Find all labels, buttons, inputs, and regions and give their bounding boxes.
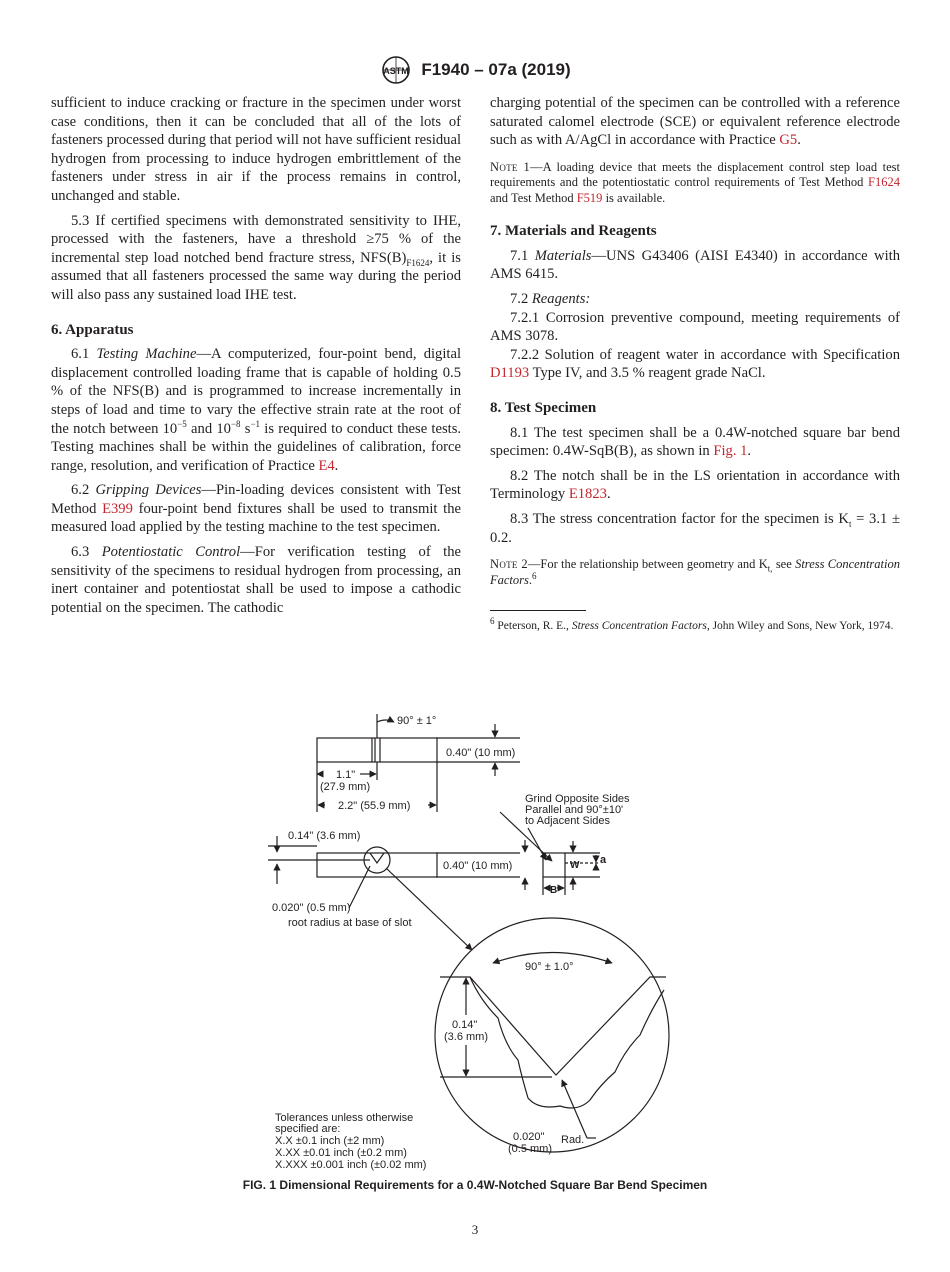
dim-1-1-label: 1.1" — [336, 769, 356, 781]
paragraph-8-3: 8.3 The stress concentration factor for the specimen is $K_t = 3.1 \pm 0.2$. — [490, 511, 900, 546]
tolerance-line-3: X.X ±0.1 inch (±2 mm) — [275, 1135, 385, 1147]
note-2: Note 2—For the relationship between geometry and $K_{t,}$ see Stress Concentration Factors.$^6$ — [490, 557, 900, 587]
root-radius-dim-label: 0.020" (0.5 mm) — [272, 902, 351, 914]
notch-depth-label: 0.14" (3.6 mm) — [288, 830, 361, 842]
page-header — [0, 55, 950, 85]
grind-note-line-1: Grind Opposite Sides — [525, 793, 630, 805]
angle-top-label: 90° ± 1° — [397, 715, 437, 727]
paragraph-8-2: 8.2 The notch shall be in the LS orientation in accordance with Terminology E1823. — [490, 467, 900, 503]
tolerance-line-4: X.XX ±0.01 inch (±0.2 mm) — [275, 1147, 407, 1159]
section-heading-test-specimen: 8. Test Specimen — [490, 400, 597, 417]
paragraph-7-2-1: 7.2.1 Corrosion preventive compound, meeting requirements of AMS 3078. — [490, 309, 900, 345]
link-g5[interactable]: G5 — [779, 132, 798, 149]
tolerance-line-5: X.XXX ±0.001 inch (±0.02 mm) — [275, 1159, 427, 1171]
rad-detail-mm: (0.5 mm) — [508, 1143, 552, 1155]
paragraph-6-3: 6.3 Potentiostatic Control—For verification testing of the sensitivity of the specimens to residual hydrogen from processing, an inert container and potentiostat shall be used to impose a cathodic potential on the specimen. The cathodic — [51, 544, 462, 616]
depth-detail-in: 0.14" — [452, 1019, 478, 1031]
height-mid-label: 0.40" (10 mm) — [443, 860, 513, 872]
paragraph-6-1: 6.1 Testing Machine—A computerized, four-point bend, digital displacement controlled loading frame that is capable of holding 0.5 % of the NFS(B) and is programmed to increase incrementally in steps of load and time to vary the effective strain rate at the root of the notch between $10^{-5}$ and $10^{-8}$ $s^{-1}$ is required to conduct these tests. Testing machines shall be within the guidelines of calibration, force range, resolution, and verification of Practice E4. — [51, 346, 462, 474]
paragraph-8-1: 8.1 The test specimen shall be a 0.4W-notched square bar bend specimen: 0.4W-SqB(B), as shown in Fig. 1. — [490, 424, 900, 460]
link-fig-1[interactable]: Fig. 1 — [713, 443, 748, 460]
astm-logo-icon — [379, 55, 413, 85]
astm-logo-text: ASTM — [383, 66, 410, 76]
tolerance-line-1: Tolerances unless otherwise — [275, 1112, 414, 1124]
figure-1-diagram — [260, 700, 680, 1175]
link-e1823[interactable]: E1823 — [568, 486, 607, 503]
tolerance-line-2: specified are: — [275, 1123, 341, 1135]
label-w: W — [570, 860, 580, 871]
section-heading-apparatus: 6. Apparatus — [51, 321, 134, 338]
rad-detail-label: Rad. — [561, 1134, 585, 1146]
paragraph-6-3-continued: charging potential of the specimen can be controlled with a reference saturated calomel electrode (SCE) or equivalent reference electrode such as with A/AgCl in accordance with Practice G5. — [490, 95, 900, 149]
paragraph-7-2: 7.2 Reagents: — [510, 291, 591, 308]
paragraph-6-2: 6.2 Gripping Devices—Pin-loading devices consistent with Test Method E399 four-point bend fixtures shall be used to transmit the measured load applied by the testing machine to the test specimen. — [51, 482, 461, 536]
rad-detail-in: 0.020" — [513, 1131, 545, 1143]
paragraph-7-1: 7.1 Materials—UNS G43406 (AISI E4340) in accordance with AMS 6415. — [490, 247, 901, 283]
dim-2-2-label: 2.2" (55.9 mm) — [338, 800, 411, 812]
link-f519[interactable]: F519 — [576, 190, 603, 205]
link-e399[interactable]: E399 — [102, 500, 133, 517]
depth-detail-mm: (3.6 mm) — [444, 1031, 488, 1043]
note-1: Note 1—A loading device that meets the displacement control step load test requirements and the potentiostatic control requirements of Test Method F1624 and Test Method F519 is available. — [490, 159, 900, 205]
right-column — [490, 94, 900, 640]
root-radius-text: root radius at base of slot — [288, 917, 412, 929]
dim-1-1-mm-label: (27.9 mm) — [320, 781, 371, 793]
link-f1624[interactable]: F1624 — [868, 175, 900, 190]
angle-detail-label: 90° ± 1.0° — [525, 961, 574, 973]
document-designation: F1940 – 07a (2019) — [421, 60, 571, 79]
footnote-6: $^6$ Peterson, R. E., Stress Concentration Factors, John Wiley and Sons, New York, 1974. — [490, 616, 894, 633]
section-heading-materials: 7. Materials and Reagents — [490, 223, 657, 240]
grind-note-line-2: Parallel and 90°±10' — [525, 804, 624, 816]
footnote-rule — [490, 610, 586, 611]
v-notch-profile — [462, 977, 666, 1075]
paragraph-5-3: 5.3 If certified specimens with demonstrated sensitivity to IHE, processed with the fasteners, have a threshold ≥75 % of the incremental step load notched bend fracture stress, $NFS(B)_{F1624}$, it is assumed that all fasteners processed the same way during the period will also pass any sustained load IHE test. — [51, 212, 461, 303]
height-top-label: 0.40" (10 mm) — [446, 747, 516, 759]
label-a: a — [600, 854, 607, 866]
cross-section-square — [543, 853, 565, 877]
paragraph-7-2-2: 7.2.2 Solution of reagent water in accordance with Specification D1193 Type IV, and 3.5 % reagent grade NaCl. — [490, 346, 900, 382]
link-d1193[interactable]: D1193 — [490, 365, 530, 382]
paragraph-continued: sufficient to induce cracking or fracture in the specimen under worst case conditions, then it can be concluded that all of the lots of fasteners processed during that period will not have sufficient residual hydrogen from processing to induce hydrogen embrittlement of the fasteners under stress in air if the process remains in control, unchanged and stable. — [51, 95, 461, 204]
link-e4[interactable]: E4 — [318, 457, 335, 474]
specimen-top-view — [317, 738, 437, 762]
label-b: B — [550, 885, 558, 896]
left-column — [51, 94, 461, 623]
page-number: 3 — [471, 1222, 479, 1237]
figure-caption: FIG. 1 Dimensional Requirements for a 0.4W-Notched Square Bar Bend Specimen — [242, 1178, 708, 1192]
grind-note-line-3: to Adjacent Sides — [525, 815, 611, 827]
